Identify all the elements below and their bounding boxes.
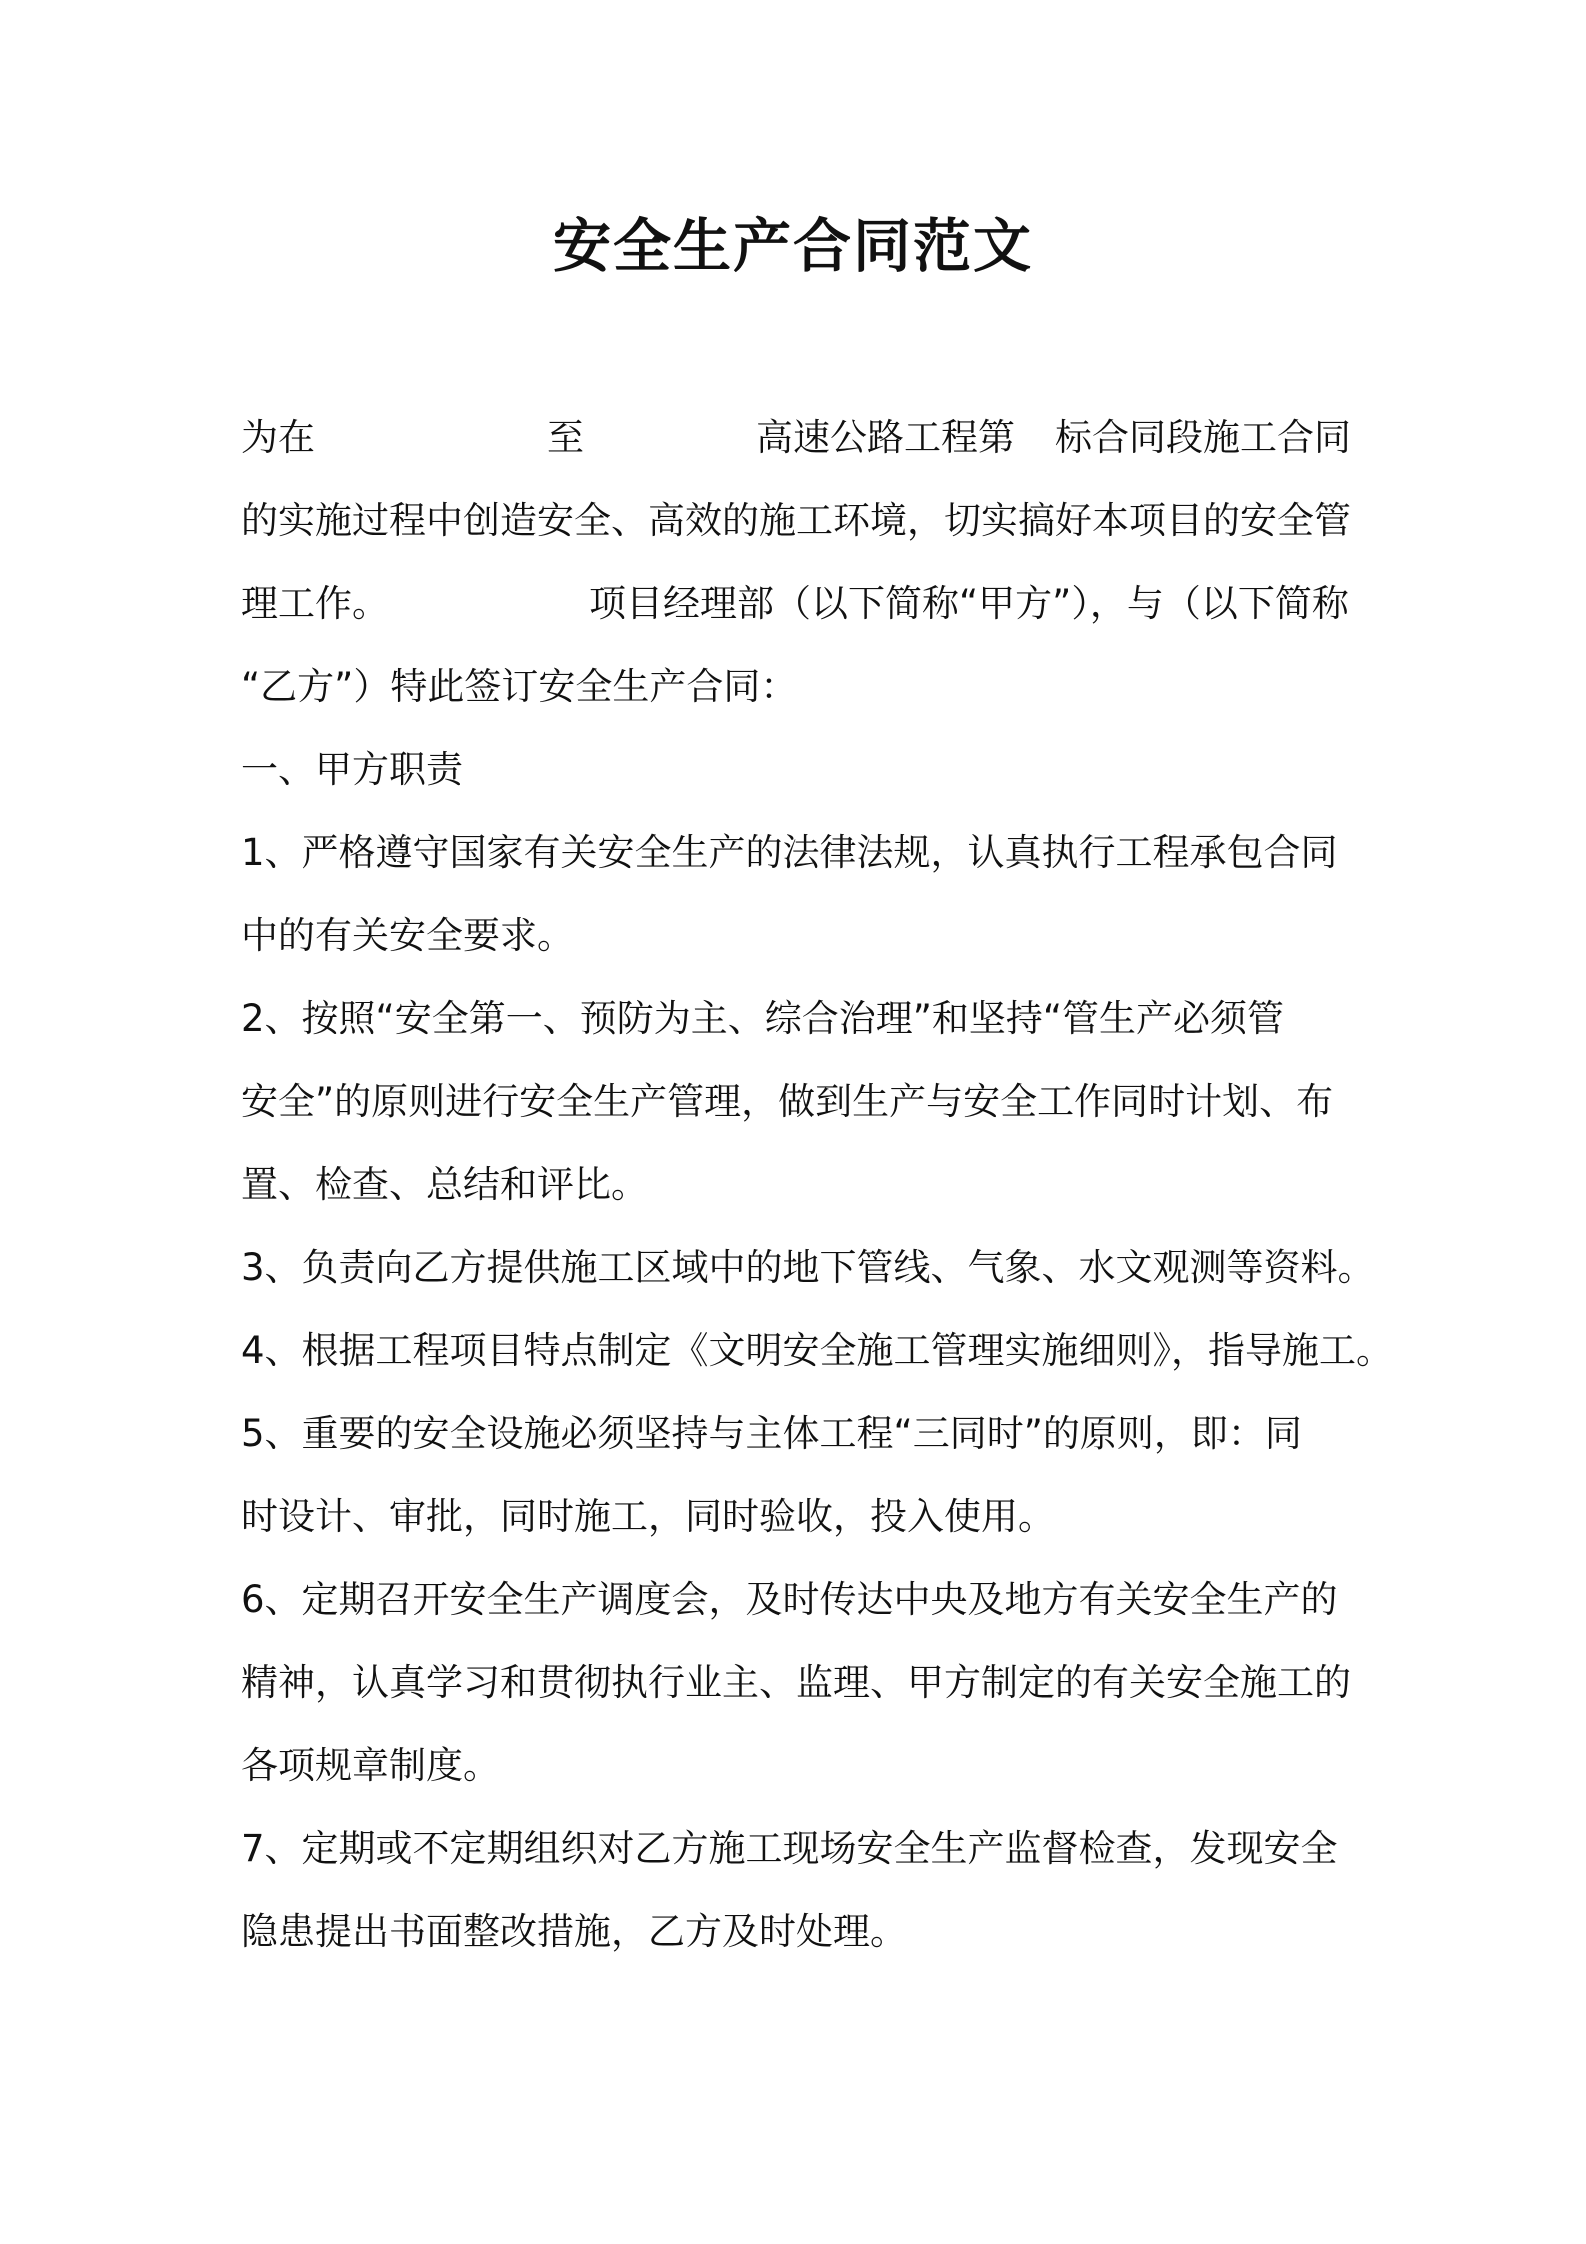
paragraph-line: 3、负责向乙方提供施工区域中的地下管线、气象、水文观测等资料。: [241, 1246, 1375, 1289]
intro-line-2: 的实施过程中创造安全、高效的施工环境，切实搞好本项目的安全管: [241, 499, 1351, 542]
paragraph-line: 精神，认真学习和贯彻执行业主、监理、甲方制定的有关安全施工的: [241, 1661, 1351, 1704]
document-title: 安全生产合同范文: [552, 212, 1033, 280]
paragraph-line: 6、定期召开安全生产调度会，及时传达中央及地方有关安全生产的: [241, 1578, 1338, 1621]
section-heading: 一、甲方职责: [241, 748, 463, 791]
intro-text: 为在: [241, 416, 315, 459]
paragraph-line: 中的有关安全要求。: [241, 914, 574, 957]
paragraph-line: 安全”的原则进行安全生产管理，做到生产与安全工作同时计划、布: [241, 1080, 1334, 1123]
paragraph-line: 1、严格遵守国家有关安全生产的法律法规，认真执行工程承包合同: [241, 831, 1338, 874]
intro-text: 标合同段施工合同: [1055, 416, 1351, 459]
intro-text: 高速公路工程第: [756, 416, 1015, 459]
paragraph-line: 7、定期或不定期组织对乙方施工现场安全生产监督检查，发现安全: [241, 1827, 1338, 1870]
paragraph-line: 时设计、审批，同时施工，同时验收，投入使用。: [241, 1495, 1055, 1538]
paragraph-line: 各项规章制度。: [241, 1744, 500, 1787]
intro-line-3: [241, 574, 1349, 634]
intro-line-1: [241, 408, 1351, 468]
paragraph-line: 5、重要的安全设施必须坚持与主体工程“三同时”的原则，即：同: [241, 1412, 1302, 1455]
paragraph-line: 4、根据工程项目特点制定《文明安全施工管理实施细则》，指导施工。: [241, 1329, 1394, 1372]
paragraph-line: 隐患提出书面整改措施，乙方及时处理。: [241, 1910, 907, 1953]
intro-text: 至: [547, 416, 584, 459]
intro-text: 理工作。: [241, 582, 389, 625]
paragraph-line: 置、检查、总结和评比。: [241, 1163, 648, 1206]
intro-line-4: “乙方”）特此签订安全生产合同：: [241, 665, 798, 708]
paragraph-line: 2、按照“安全第一、预防为主、综合治理”和坚持“管生产必须管: [241, 997, 1285, 1040]
intro-text: 项目经理部（以下简称“甲方”），与（以下简称: [589, 582, 1349, 625]
